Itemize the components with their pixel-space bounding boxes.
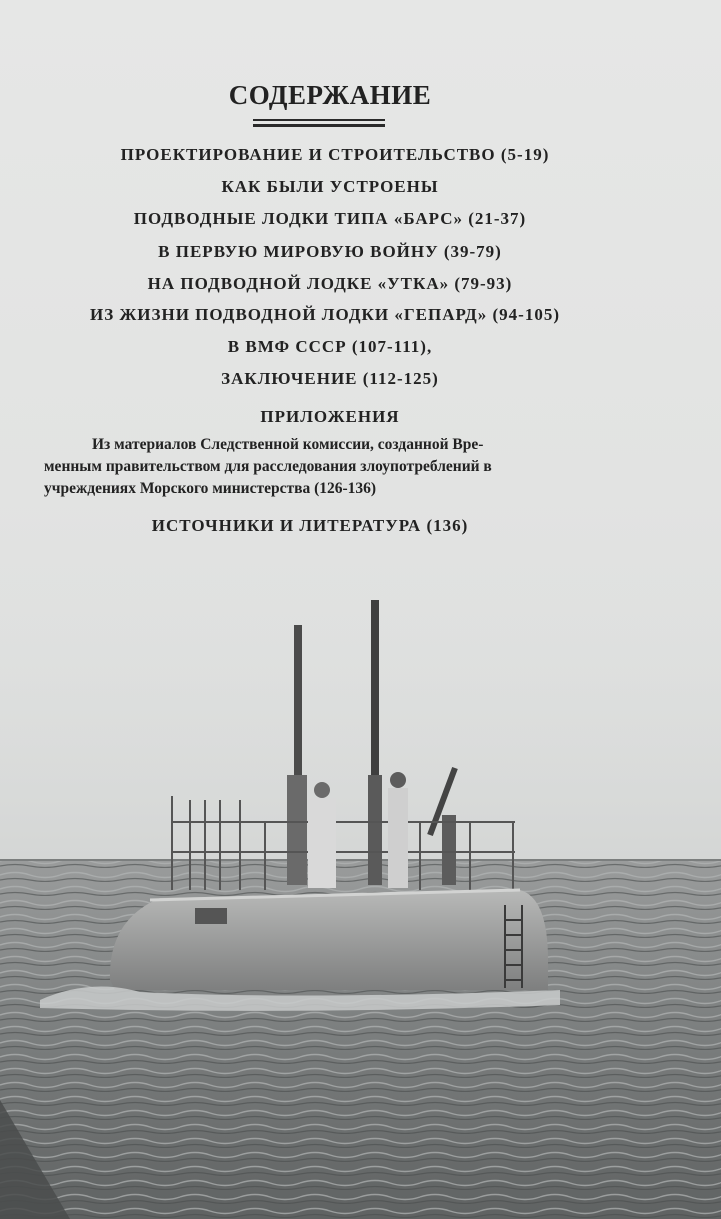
page-title: СОДЕРЖАНИЕ <box>228 80 432 110</box>
toc-entry-conclusion: ЗАКЛЮЧЕНИЕ (112-125) <box>221 369 439 388</box>
appendix-heading: ПРИЛОЖЕНИЯ <box>260 407 400 426</box>
toc-entry-utka: НА ПОДВОДНОЙ ЛОДКЕ «УТКА» (79-93) <box>147 274 513 293</box>
title-underline-thin <box>253 119 385 121</box>
toc-entry-bars: ПОДВОДНЫЕ ЛОДКИ ТИПА «БАРС» (21-37) <box>133 209 527 228</box>
page-edge-shadow <box>0 1100 721 1219</box>
toc-entry-vmf: В ВМФ СССР (107-111), <box>227 337 433 356</box>
toc-entry-sources: ИСТОЧНИКИ И ЛИТЕРАТУРА (136) <box>151 516 469 535</box>
toc-entry-ww1: В ПЕРВУЮ МИРОВУЮ ВОЙНУ (39-79) <box>158 242 502 261</box>
toc-entry-gepard: ИЗ ЖИЗНИ ПОДВОДНОЙ ЛОДКИ «ГЕПАРД» (94-105) <box>90 305 560 324</box>
toc-entry-design: ПРОЕКТИРОВАНИЕ И СТРОИТЕЛЬСТВО (5-19) <box>120 145 550 164</box>
appendix-text <box>44 434 604 500</box>
appendix-line: учреждениях Морского министерства (126-136) <box>44 480 377 497</box>
appendix-line: менным правительством для расследования злоупотреблений в <box>44 458 492 475</box>
appendix-line: Из материалов Следственной комиссии, созданной Вре- <box>92 436 484 453</box>
title-underline-thick <box>253 124 385 127</box>
toc-entry-how-built: КАК БЫЛИ УСТРОЕНЫ <box>221 177 439 196</box>
